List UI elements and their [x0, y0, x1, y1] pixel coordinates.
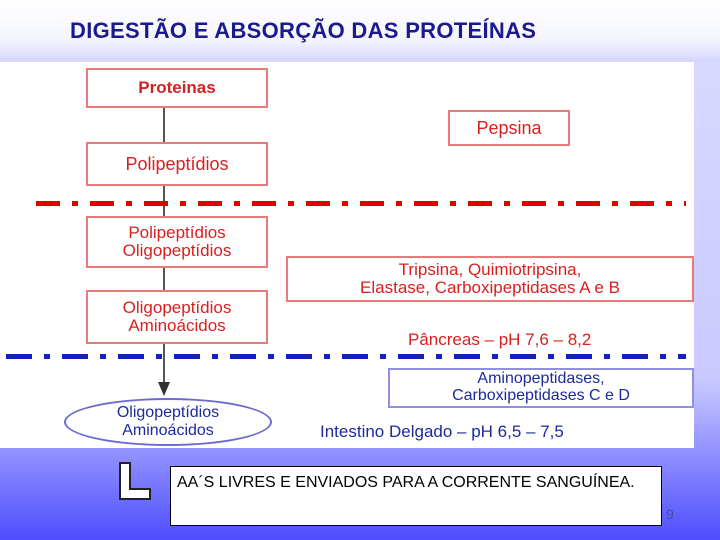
- oligopeptidios-aminoacidos-box: [86, 290, 268, 344]
- line2-label: Aminoácidos: [122, 422, 214, 439]
- line2-label: Aminoácidos: [128, 316, 226, 335]
- line1-label: Oligopeptídios: [116, 404, 220, 422]
- protein-digestion-diagram: [0, 62, 694, 448]
- flow-line: [163, 344, 165, 384]
- line2-label: Oligopeptídios: [122, 241, 232, 260]
- stomach-divider-line: [36, 201, 686, 206]
- intestino-ph-label: Intestino Delgado – pH 6,5 – 7,5: [320, 422, 564, 441]
- proteinas-box: [86, 68, 268, 108]
- page-number: 9: [666, 506, 674, 522]
- line1-label: Polipeptídios: [128, 223, 226, 243]
- intestinal-enzymes-box: [388, 368, 694, 408]
- line1-label: Aminopeptidases,: [477, 370, 605, 388]
- corner-arrow-icon: [118, 461, 154, 501]
- oligopeptidios-aminoacidos-ellipse: [64, 398, 272, 446]
- polipeptidios-label: Polipeptídios: [125, 153, 229, 174]
- line1-label: Tripsina, Quimiotripsina,: [398, 260, 582, 280]
- pepsina-label: Pepsina: [476, 117, 542, 138]
- intestine-divider-line: [6, 354, 686, 359]
- line2-label: Carboxipeptidases C e D: [452, 387, 630, 404]
- pancreatic-enzymes-box: [286, 256, 694, 302]
- free-amino-acids-callout: AA´S LIVRES E ENVIADOS PARA A CORRENTE SANGUÍNEA.: [170, 466, 662, 526]
- pancreas-ph-label: Pâncreas – pH 7,6 – 8,2: [408, 330, 592, 349]
- pepsina-box: [448, 110, 570, 146]
- line1-label: Oligopeptídios: [122, 298, 232, 318]
- arrow-down-icon: [156, 380, 172, 398]
- proteinas-label: Proteinas: [138, 78, 216, 98]
- slide-title: DIGESTÃO E ABSORÇÃO DAS PROTEÍNAS: [70, 18, 537, 43]
- polipeptidios-oligopeptidios-box: [86, 216, 268, 268]
- line2-label: Elastase, Carboxipeptidases A e B: [360, 278, 620, 297]
- polipeptidios-box: [86, 142, 268, 186]
- flow-line: [163, 108, 165, 142]
- flow-line: [163, 268, 165, 290]
